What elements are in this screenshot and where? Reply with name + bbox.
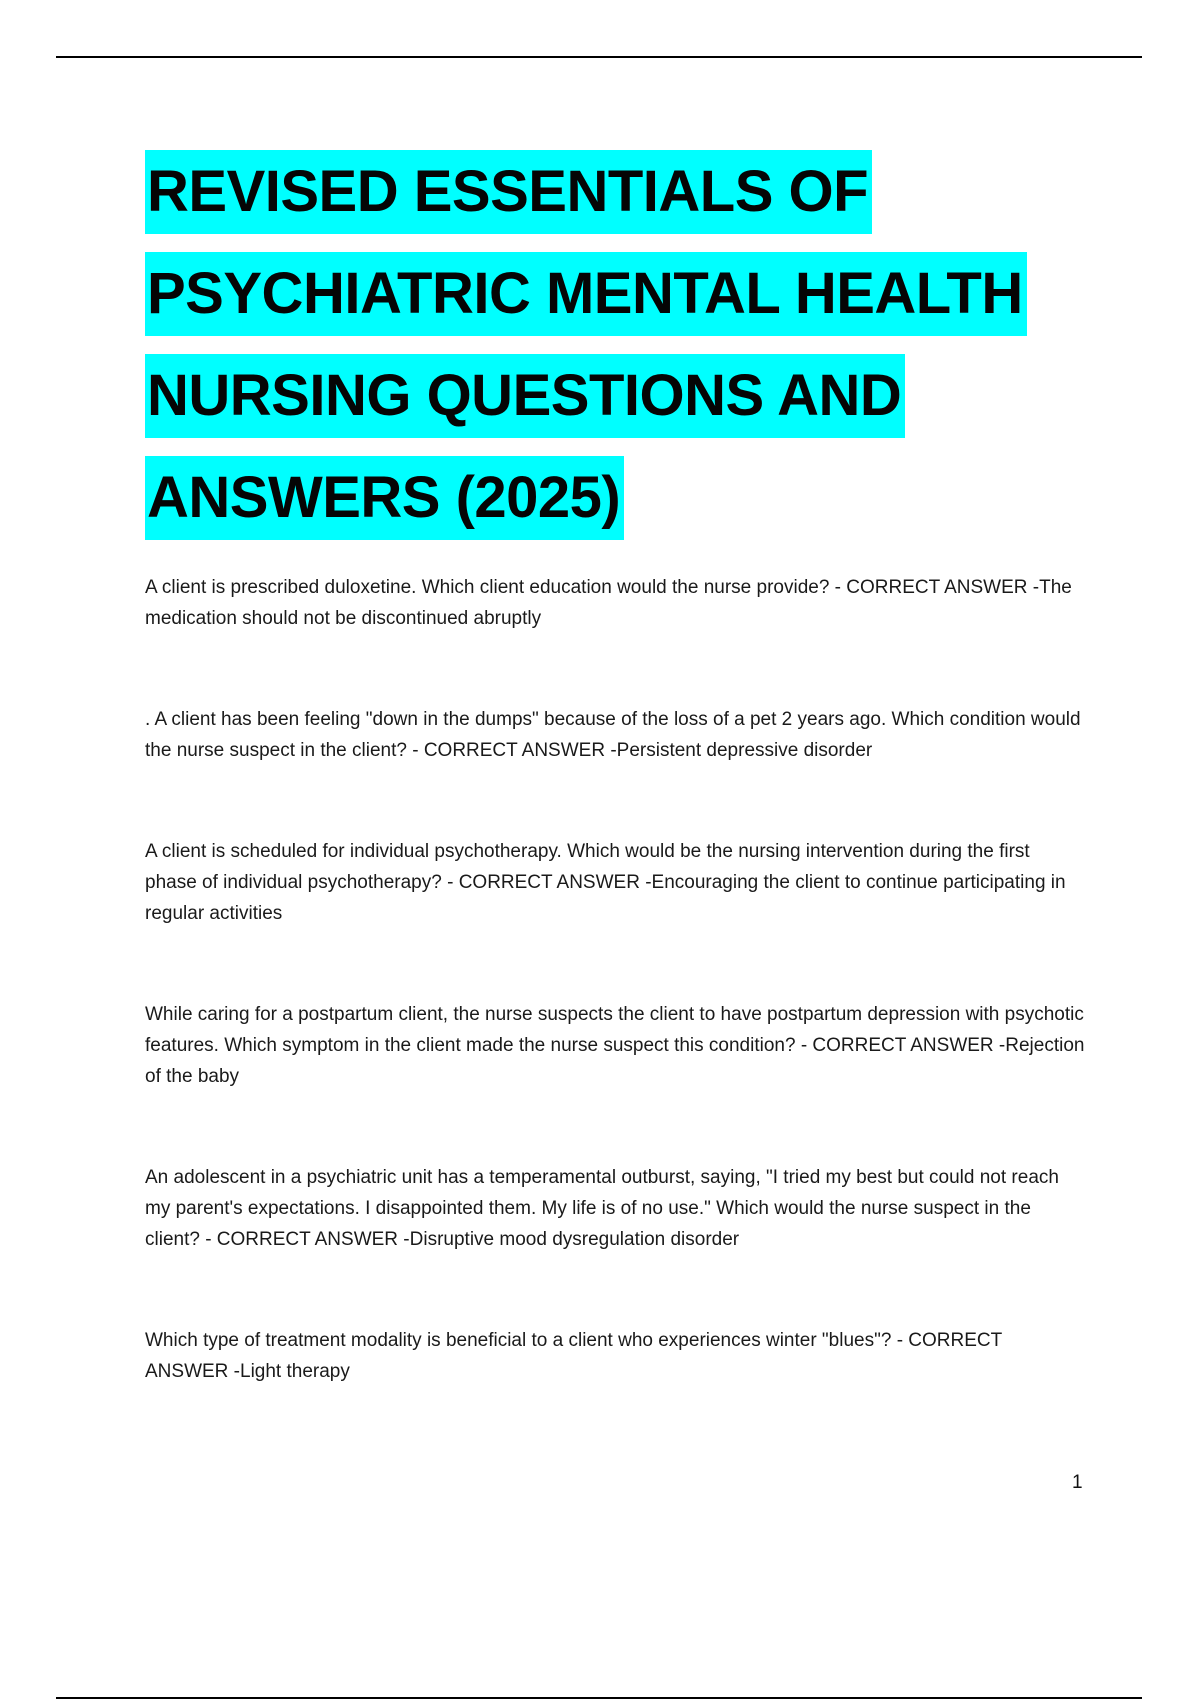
answer-text: Disruptive mood dysregulation disorder — [409, 1229, 740, 1250]
question-text: Which type of treatment modality is beneficial to a client who experiences winter "blues"? - CORRECT ANSWER - — [145, 1330, 1002, 1382]
question-text: A client is scheduled for individual psychotherapy. Which would be the nursing intervention during the first phase of individual psychotherapy? - CORRECT ANSWER - — [145, 841, 1030, 893]
title-line-text: ANSWERS (2025) — [145, 456, 624, 540]
qa-item — [145, 1325, 1085, 1387]
qa-item — [145, 836, 1085, 929]
question-text: An adolescent in a psychiatric unit has a temperamental outburst, saying, "I tried my best but could not reach my parent's expectations. I disappointed them. My life is of no use." Which would the nurse suspect in the client? - CORRECT ANSWER - — [145, 1167, 1059, 1250]
answer-text: Light therapy — [240, 1361, 350, 1382]
title-line — [145, 354, 1145, 456]
bottom-rule — [56, 1697, 1142, 1699]
qa-item — [145, 1162, 1085, 1255]
title-line-text: REVISED ESSENTIALS OF — [145, 150, 872, 234]
question-text: . A client has been feeling "down in the dumps" because of the loss of a pet 2 years ago. Which condition would the nurse suspect in the client? - CORRECT ANSWER - — [145, 709, 1081, 761]
title-line-text: NURSING QUESTIONS AND — [145, 354, 905, 438]
answer-text: Encouraging the client to continue participating in regular activities — [145, 872, 1066, 924]
qa-item — [145, 572, 1085, 634]
title-line — [145, 150, 1145, 252]
title-line — [145, 252, 1145, 354]
document-title — [145, 150, 1145, 558]
answer-text: The medication should not be discontinued abruptly — [145, 577, 1072, 629]
qa-list — [145, 572, 1085, 1457]
answer-text: Persistent depressive disorder — [616, 740, 873, 761]
top-rule — [56, 56, 1142, 58]
question-text: A client is prescribed duloxetine. Which client education would the nurse provide? - CORRECT ANSWER - — [145, 577, 1040, 598]
question-text: While caring for a postpartum client, the nurse suspects the client to have postpartum depression with psychotic features. Which symptom in the client made the nurse suspect this condition? - CORRECT ANSWER - — [145, 1004, 1084, 1056]
page-number: 1 — [1072, 1472, 1083, 1493]
title-line-text: PSYCHIATRIC MENTAL HEALTH — [145, 252, 1027, 336]
title-line — [145, 456, 1145, 558]
qa-item — [145, 999, 1085, 1092]
answer-text: Rejection of the baby — [145, 1035, 1085, 1087]
qa-item — [145, 704, 1085, 766]
